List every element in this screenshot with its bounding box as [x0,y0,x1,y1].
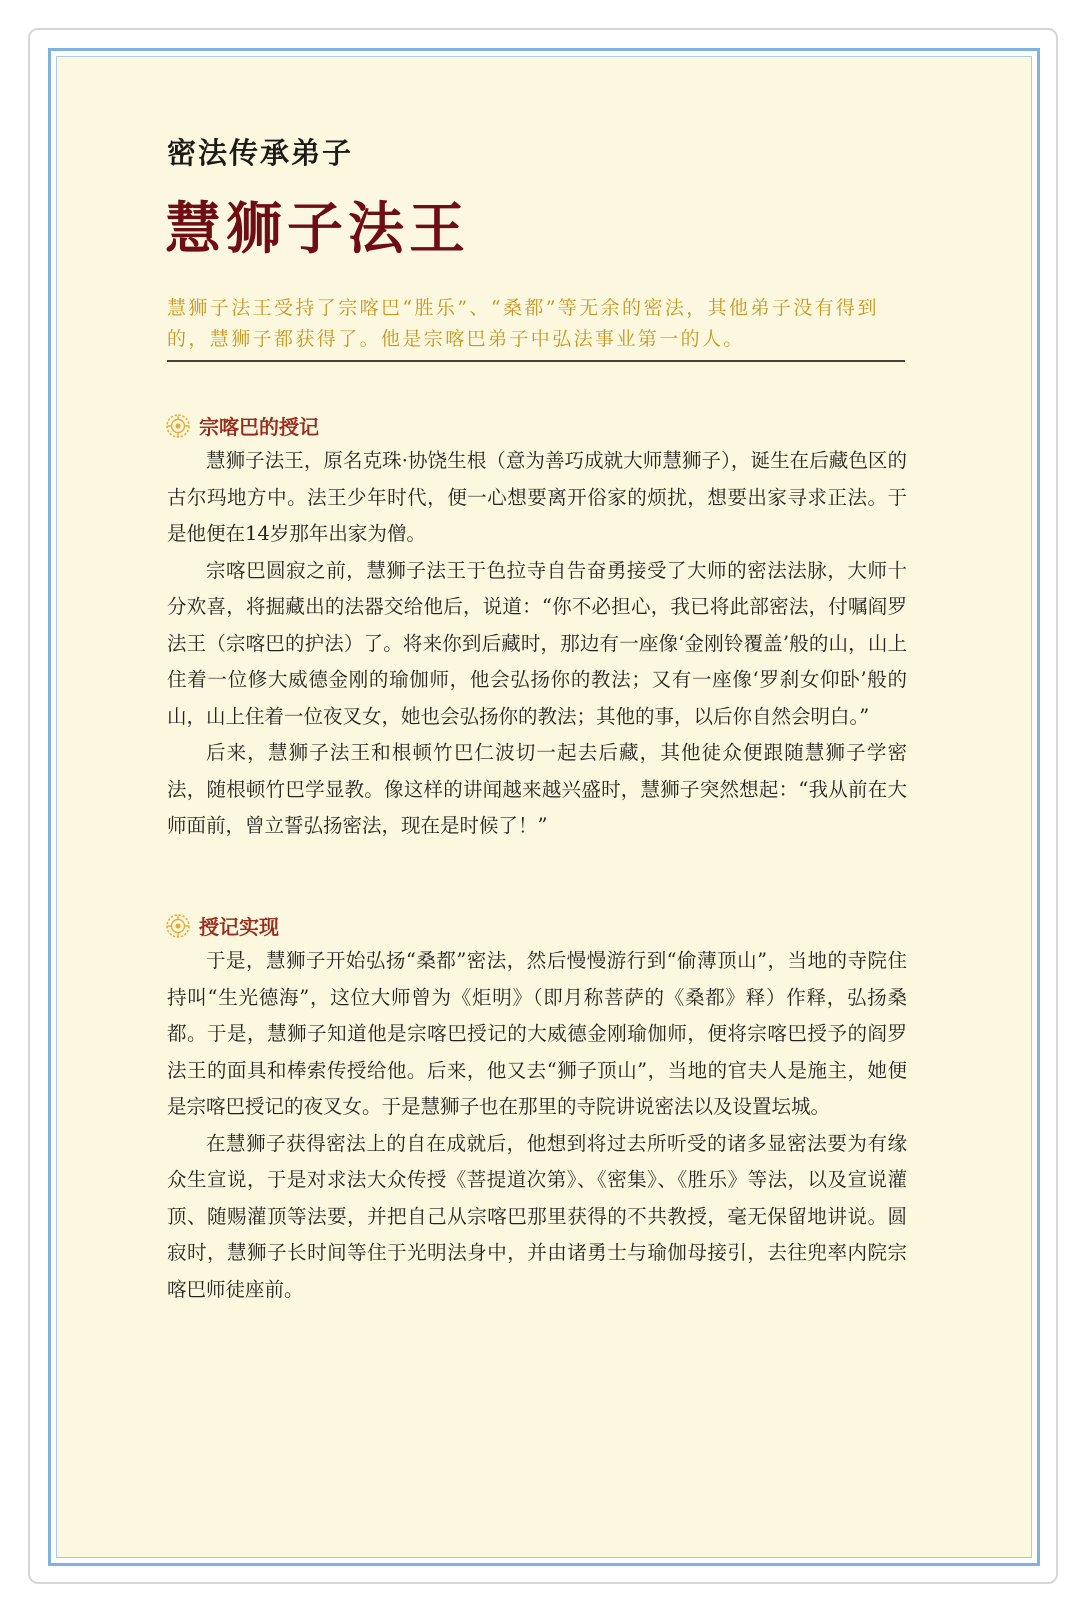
body-paragraph: 在慧狮子获得密法上的自在成就后，他想到将过去所听受的诸多显密法要为有缘众生宣说，于是对求法大众传授《菩提道次第》、《密集》、《胜乐》等法，以及宣说灌顶、随赐灌顶等法要，并把自己从宗喀巴那里获得的不共教授，毫无保留地讲说。圆寂时，慧狮子长时间等住于光明法身中，并由诸勇士与瑜伽母接引，去往兜率内院宗喀巴师徒座前。 [167,1131,907,1301]
section-body [167,443,907,845]
section-heading [165,411,319,440]
section-heading-label: 授记实现 [199,915,279,939]
lotus-emblem-icon [165,913,191,939]
section-body [167,943,907,1308]
body-paragraph: 于是，慧狮子开始弘扬“桑都”密法，然后慢慢游行到“偷薄顶山”，当地的寺院住持叫“生光德海”，这位大师曾为《炬明》（即月称菩萨的《桑都》释）作释，弘扬桑都。于是，慧狮子知道他是宗喀巴授记的大威德金刚瑜伽师，便将宗喀巴授予的阎罗法王的面具和棒索传授给他。后来，他又去“狮子顶山”，当地的官夫人是施主，她便是宗喀巴授记的夜叉女。于是慧狮子也在那里的寺院讲说密法以及设置坛城。 [167,949,907,1118]
section-heading [165,911,279,940]
page [56,56,1032,1558]
page-title: 慧狮子法王 [165,196,470,262]
divider-rule [167,360,905,362]
intro-text: 慧狮子法王受持了宗喀巴“胜乐”、“桑都”等无余的密法，其他弟子没有得到的，慧狮子都获得了。他是宗喀巴弟子中弘法事业第一的人。 [167,297,879,350]
body-paragraph: 宗喀巴圆寂之前，慧狮子法王于色拉寺自告奋勇接受了大师的密法法脉，大师十分欢喜，将掘藏出的法器交给他后，说道：“你不必担心，我已将此部密法，付嘱阎罗法王（宗喀巴的护法）了。将来你到后藏时，那边有一座像‘金刚铃覆盖’般的山，山上住着一位修大威德金刚的瑜伽师，他会弘扬你的教法；又有一座像‘罗刹女仰卧’般的山，山上住着一位夜叉女，她也会弘扬你的教法；其他的事，以后你自然会明白。” [167,558,907,728]
body-paragraph: 慧狮子法王，原名克珠·协饶生根（意为善巧成就大师慧狮子），诞生在后藏色区的古尔玛地方中。法王少年时代，便一心想要离开俗家的烦扰，想要出家寻求正法。于是他便在14岁那年出家为僧。 [167,449,907,545]
page-kicker: 密法传承弟子 [167,136,354,170]
lotus-emblem-icon [165,413,191,439]
body-paragraph: 后来，慧狮子法王和根顿竹巴仁波切一起去后藏，其他徒众便跟随慧狮子学密法，随根顿竹巴学显教。像这样的讲闻越来越兴盛时，慧狮子突然想起：“我从前在大师面前，曾立誓弘扬密法，现在是时候了！” [167,741,907,837]
section-heading-label: 宗喀巴的授记 [199,415,319,439]
